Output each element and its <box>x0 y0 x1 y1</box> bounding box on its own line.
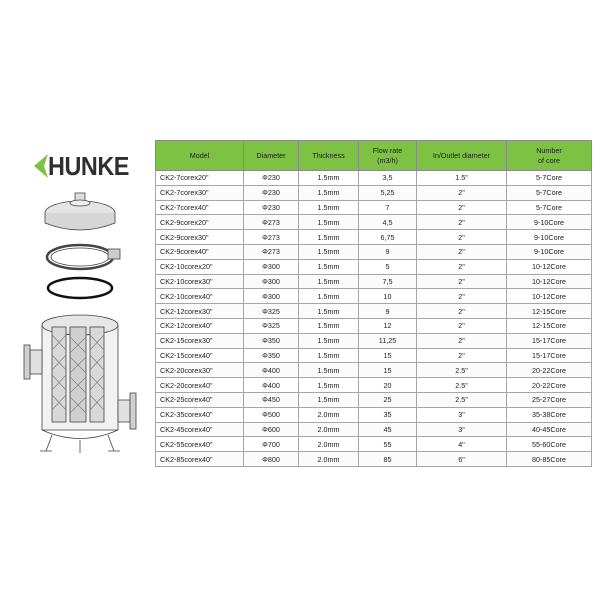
cell-diameter: Φ230 <box>244 185 299 200</box>
cell-diameter: Φ230 <box>244 171 299 186</box>
cell-diameter: Φ273 <box>244 215 299 230</box>
cell-diameter: Φ325 <box>244 304 299 319</box>
cell-model: CK2-10corex30" <box>156 274 244 289</box>
cell-model: CK2-9corex20" <box>156 215 244 230</box>
cell-flow-rate: 7,5 <box>359 274 417 289</box>
cell-number-of-core: 10-12Core <box>507 274 592 289</box>
cell-model: CK2-12corex40" <box>156 318 244 333</box>
header-model: Model <box>156 141 244 171</box>
table-row <box>156 185 592 200</box>
cell-model: CK2-7corex40" <box>156 200 244 215</box>
cell-inlet-outlet-diameter: 2" <box>417 348 507 363</box>
cell-inlet-outlet-diameter: 2" <box>417 304 507 319</box>
cell-thickness: 1.5mm <box>299 259 359 274</box>
spec-table <box>155 140 592 467</box>
cell-number-of-core: 10-12Core <box>507 289 592 304</box>
cell-diameter: Φ230 <box>244 200 299 215</box>
table-row <box>156 378 592 393</box>
cell-model: CK2-12corex30" <box>156 304 244 319</box>
cell-diameter: Φ700 <box>244 437 299 452</box>
cell-thickness: 2.0mm <box>299 422 359 437</box>
cell-inlet-outlet-diameter: 2" <box>417 185 507 200</box>
cell-thickness: 1.5mm <box>299 363 359 378</box>
cell-inlet-outlet-diameter: 2" <box>417 215 507 230</box>
cell-flow-rate: 5 <box>359 259 417 274</box>
cell-flow-rate: 9 <box>359 244 417 259</box>
cell-number-of-core: 9-10Core <box>507 230 592 245</box>
cell-inlet-outlet-diameter: 2.5" <box>417 363 507 378</box>
cell-flow-rate: 15 <box>359 363 417 378</box>
cell-number-of-core: 15-17Core <box>507 348 592 363</box>
cell-flow-rate: 9 <box>359 304 417 319</box>
table-row <box>156 437 592 452</box>
cell-diameter: Φ450 <box>244 392 299 407</box>
cell-thickness: 1.5mm <box>299 230 359 245</box>
cell-diameter: Φ350 <box>244 348 299 363</box>
cell-flow-rate: 5,25 <box>359 185 417 200</box>
cell-thickness: 1.5mm <box>299 200 359 215</box>
table-row <box>156 215 592 230</box>
cell-thickness: 1.5mm <box>299 392 359 407</box>
table-row <box>156 200 592 215</box>
cell-number-of-core: 15-17Core <box>507 333 592 348</box>
table-row <box>156 274 592 289</box>
cell-inlet-outlet-diameter: 2" <box>417 200 507 215</box>
cell-number-of-core: 20-22Core <box>507 378 592 393</box>
cell-diameter: Φ273 <box>244 244 299 259</box>
header-inlet-outlet-diameter: In/Outlet diameter <box>417 141 507 171</box>
cell-thickness: 1.5mm <box>299 304 359 319</box>
header-diameter: Diameter <box>244 141 299 171</box>
cell-flow-rate: 12 <box>359 318 417 333</box>
cell-model: CK2-7corex20" <box>156 171 244 186</box>
cell-flow-rate: 25 <box>359 392 417 407</box>
cell-flow-rate: 20 <box>359 378 417 393</box>
table-row <box>156 259 592 274</box>
cell-number-of-core: 25-27Core <box>507 392 592 407</box>
table-row <box>156 392 592 407</box>
cell-inlet-outlet-diameter: 2" <box>417 259 507 274</box>
table-row <box>156 422 592 437</box>
cell-diameter: Φ273 <box>244 230 299 245</box>
cell-inlet-outlet-diameter: 2" <box>417 318 507 333</box>
cell-model: CK2-10corex40" <box>156 289 244 304</box>
cell-thickness: 1.5mm <box>299 348 359 363</box>
brand-logo <box>30 150 138 182</box>
cell-model: CK2-15corex30" <box>156 333 244 348</box>
cell-thickness: 1.5mm <box>299 185 359 200</box>
table-row <box>156 333 592 348</box>
table-row <box>156 171 592 186</box>
table-header-row <box>156 141 592 171</box>
cell-flow-rate: 85 <box>359 452 417 467</box>
cell-inlet-outlet-diameter: 2" <box>417 289 507 304</box>
cell-number-of-core: 35-38Core <box>507 407 592 422</box>
table-row <box>156 363 592 378</box>
cell-number-of-core: 20-22Core <box>507 363 592 378</box>
cell-thickness: 1.5mm <box>299 318 359 333</box>
cell-number-of-core: 5-7Core <box>507 171 592 186</box>
cell-model: CK2-35corex40" <box>156 407 244 422</box>
cell-number-of-core: 12-15Core <box>507 318 592 333</box>
logo-wordmark: HUNKE <box>48 150 129 181</box>
cell-inlet-outlet-diameter: 2.5" <box>417 378 507 393</box>
header-thickness: Thickness <box>299 141 359 171</box>
cell-number-of-core: 12-15Core <box>507 304 592 319</box>
cell-diameter: Φ300 <box>244 274 299 289</box>
cell-number-of-core: 9-10Core <box>507 244 592 259</box>
cell-flow-rate: 10 <box>359 289 417 304</box>
cell-thickness: 1.5mm <box>299 171 359 186</box>
cell-inlet-outlet-diameter: 6" <box>417 452 507 467</box>
cell-diameter: Φ600 <box>244 422 299 437</box>
table-row <box>156 452 592 467</box>
table-row <box>156 289 592 304</box>
cell-flow-rate: 11,25 <box>359 333 417 348</box>
cell-thickness: 2.0mm <box>299 437 359 452</box>
cell-diameter: Φ350 <box>244 333 299 348</box>
cell-diameter: Φ800 <box>244 452 299 467</box>
cell-model: CK2-10corex20" <box>156 259 244 274</box>
cell-diameter: Φ400 <box>244 378 299 393</box>
cell-thickness: 1.5mm <box>299 244 359 259</box>
table-row <box>156 348 592 363</box>
cell-model: CK2-55corex40" <box>156 437 244 452</box>
cell-thickness: 1.5mm <box>299 274 359 289</box>
cell-diameter: Φ500 <box>244 407 299 422</box>
cell-diameter: Φ300 <box>244 259 299 274</box>
cell-model: CK2-15corex40" <box>156 348 244 363</box>
cell-model: CK2-20corex40" <box>156 378 244 393</box>
cell-model: CK2-9corex30" <box>156 230 244 245</box>
table-row <box>156 318 592 333</box>
cell-thickness: 1.5mm <box>299 333 359 348</box>
cell-flow-rate: 35 <box>359 407 417 422</box>
cell-model: CK2-9corex40" <box>156 244 244 259</box>
cell-diameter: Φ400 <box>244 363 299 378</box>
bag-filter-housing-illustration <box>20 185 150 455</box>
cell-number-of-core: 5-7Core <box>507 200 592 215</box>
cell-number-of-core: 9-10Core <box>507 215 592 230</box>
cell-thickness: 1.5mm <box>299 378 359 393</box>
table-row <box>156 407 592 422</box>
cell-inlet-outlet-diameter: 3" <box>417 407 507 422</box>
cell-number-of-core: 10-12Core <box>507 259 592 274</box>
cell-flow-rate: 3,5 <box>359 171 417 186</box>
cell-diameter: Φ300 <box>244 289 299 304</box>
header-flow-rate: Flow rate (m3/h) <box>359 141 417 171</box>
table-row <box>156 244 592 259</box>
cell-flow-rate: 55 <box>359 437 417 452</box>
cell-inlet-outlet-diameter: 4" <box>417 437 507 452</box>
table-row <box>156 304 592 319</box>
cell-inlet-outlet-diameter: 1.5" <box>417 171 507 186</box>
cell-thickness: 1.5mm <box>299 215 359 230</box>
cell-inlet-outlet-diameter: 3" <box>417 422 507 437</box>
cell-diameter: Φ325 <box>244 318 299 333</box>
cell-model: CK2-20corex30" <box>156 363 244 378</box>
cell-flow-rate: 6,75 <box>359 230 417 245</box>
cell-flow-rate: 7 <box>359 200 417 215</box>
cell-inlet-outlet-diameter: 2.5" <box>417 392 507 407</box>
cell-number-of-core: 80-85Core <box>507 452 592 467</box>
cell-thickness: 2.0mm <box>299 407 359 422</box>
cell-thickness: 2.0mm <box>299 452 359 467</box>
cell-model: CK2-45corex40" <box>156 422 244 437</box>
cell-number-of-core: 40-45Core <box>507 422 592 437</box>
table-row <box>156 230 592 245</box>
cell-inlet-outlet-diameter: 2" <box>417 244 507 259</box>
cell-flow-rate: 4,5 <box>359 215 417 230</box>
cell-flow-rate: 15 <box>359 348 417 363</box>
cell-model: CK2-7corex30" <box>156 185 244 200</box>
cell-inlet-outlet-diameter: 2" <box>417 333 507 348</box>
cell-thickness: 1.5mm <box>299 289 359 304</box>
cell-model: CK2-25corex40" <box>156 392 244 407</box>
logo-c-mark-icon <box>30 152 48 180</box>
cell-model: CK2-85corex40" <box>156 452 244 467</box>
header-number-of-core: Number of core <box>507 141 592 171</box>
cell-inlet-outlet-diameter: 2" <box>417 274 507 289</box>
cell-inlet-outlet-diameter: 2" <box>417 230 507 245</box>
cell-number-of-core: 5-7Core <box>507 185 592 200</box>
cell-flow-rate: 45 <box>359 422 417 437</box>
cell-number-of-core: 55-60Core <box>507 437 592 452</box>
